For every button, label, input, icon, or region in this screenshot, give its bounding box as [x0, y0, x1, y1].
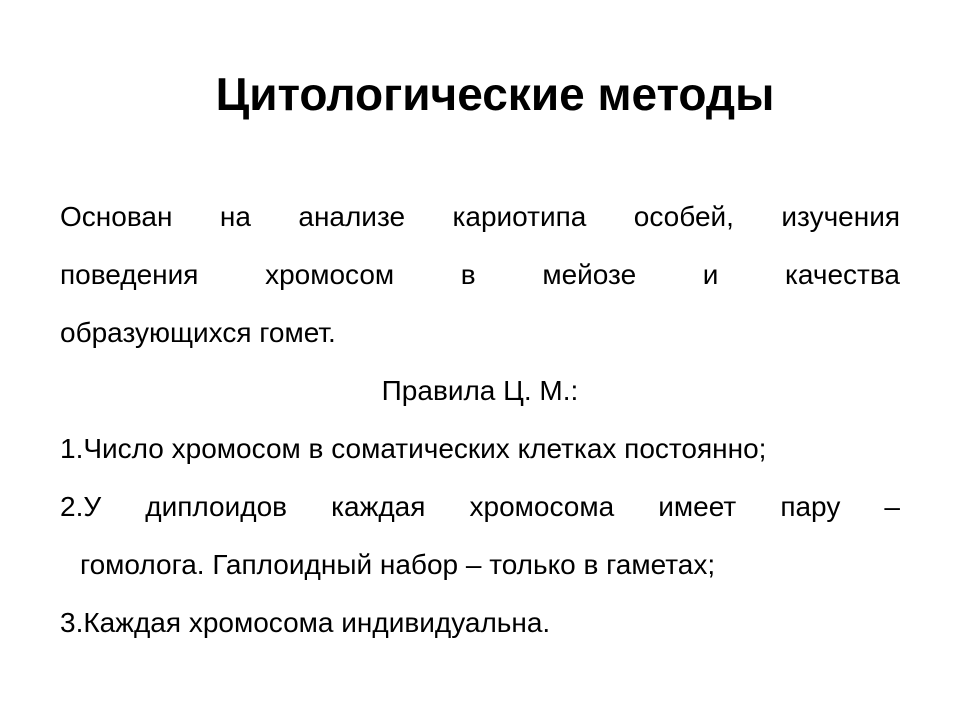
rule-2 [60, 478, 900, 594]
slide-body [60, 188, 900, 652]
rule-3: 3.Каждая хромосома индивидуальна. [60, 607, 551, 638]
rule-1: 1.Число хромосом в соматических клетках постоянно; [60, 433, 767, 464]
rules-heading: Правила Ц. М.: [381, 375, 579, 406]
intro-line-2: поведения хромосом в мейозе и качества [60, 259, 900, 290]
slide-title: Цитологические методы [215, 68, 775, 120]
intro-line-1: Основан на анализе кариотипа особей, изучения [60, 201, 900, 232]
intro-paragraph [60, 188, 900, 362]
intro-line-3: образующихся гомет. [60, 317, 336, 348]
rule-2-line-2: гомолога. Гаплоидный набор – только в гаметах; [80, 549, 716, 580]
rule-2-line-1: 2.У диплоидов каждая хромосома имеет пару – [60, 491, 900, 522]
